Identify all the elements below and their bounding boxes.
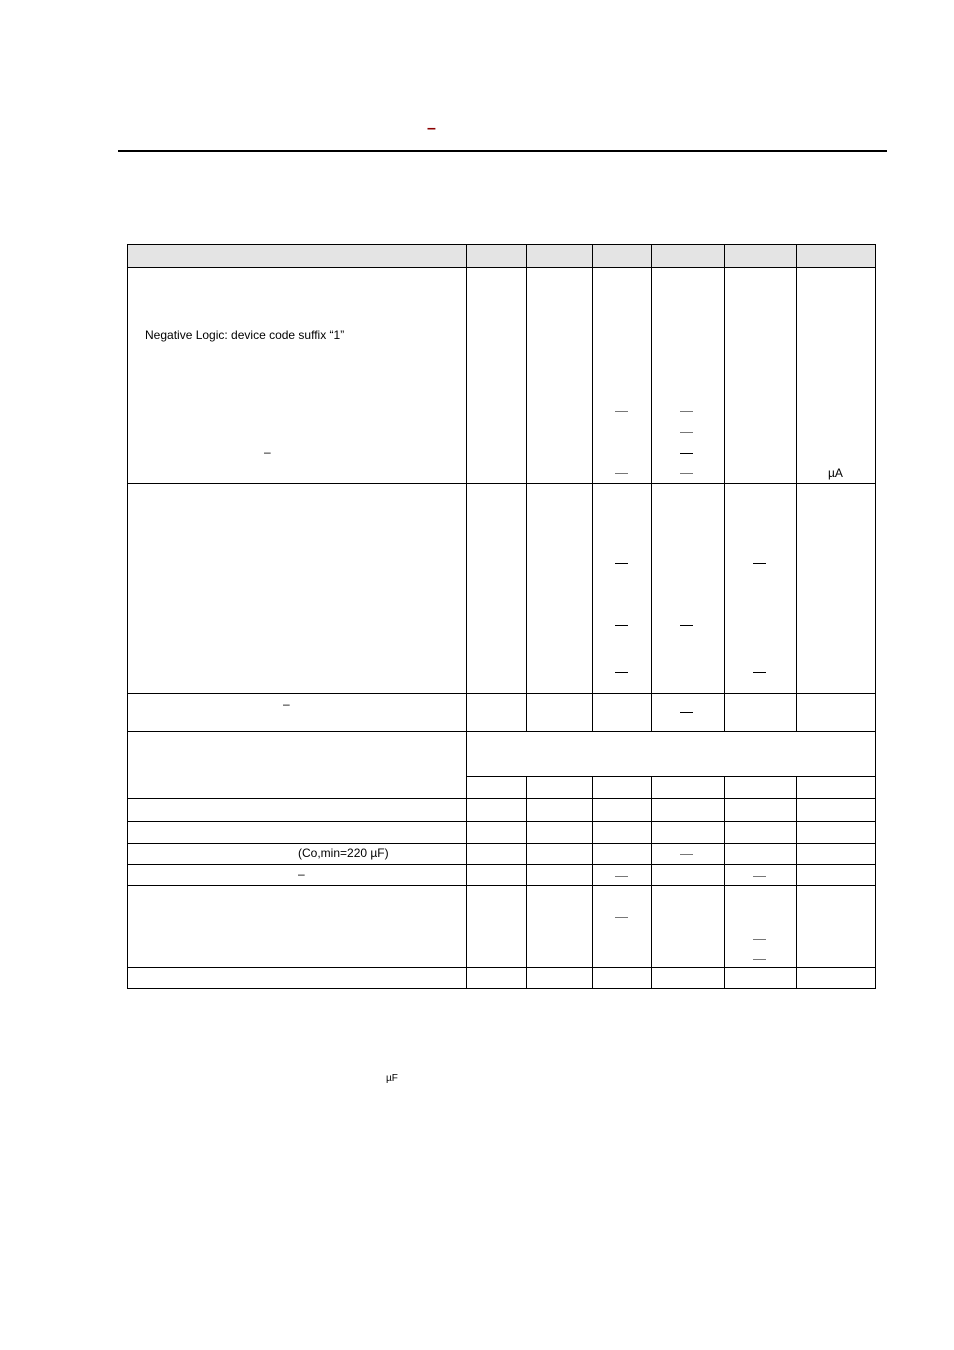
dash-mark xyxy=(753,563,766,564)
dash-mark xyxy=(680,854,693,855)
column-rule xyxy=(724,244,725,732)
dash-mark xyxy=(680,712,693,713)
dash-mark xyxy=(753,876,766,877)
table-rule xyxy=(127,864,876,865)
footer-unit: µF xyxy=(386,1073,398,1084)
dash-mark xyxy=(680,411,693,412)
column-rule xyxy=(651,776,652,989)
column-rule xyxy=(592,244,593,732)
table-rule xyxy=(127,967,876,968)
logic-note: Negative Logic: device code suffix “1” xyxy=(145,328,345,342)
dash-mark xyxy=(615,473,628,474)
dash-mark xyxy=(680,432,693,433)
table-rule xyxy=(466,776,876,777)
dash-mark xyxy=(680,625,693,626)
table-rule xyxy=(127,731,876,732)
table-rule xyxy=(127,821,876,822)
column-rule xyxy=(526,776,527,989)
column-rule xyxy=(526,244,527,732)
column-rule xyxy=(651,244,652,732)
unit-label: µA xyxy=(828,466,843,480)
dash-mark xyxy=(680,453,693,454)
condition-label: (Co,min=220 µF) xyxy=(298,846,389,860)
dash-mark xyxy=(753,672,766,673)
table-rule xyxy=(127,267,876,268)
dash-mark xyxy=(753,939,766,940)
dash-mark xyxy=(680,473,693,474)
minus-sign: – xyxy=(283,697,290,711)
header-mark: – xyxy=(427,120,436,137)
column-rule xyxy=(592,776,593,989)
column-rule xyxy=(796,244,797,732)
dash-mark xyxy=(615,672,628,673)
table-rule xyxy=(127,483,876,484)
table-rule xyxy=(127,693,876,694)
dash-mark xyxy=(615,563,628,564)
spec-table xyxy=(127,244,876,989)
table-rule xyxy=(127,885,876,886)
column-rule xyxy=(466,244,467,989)
dash-mark xyxy=(615,876,628,877)
dash-mark xyxy=(615,625,628,626)
dash-mark xyxy=(753,959,766,960)
minus-sign: – xyxy=(298,867,305,881)
table-rule xyxy=(127,798,876,799)
table-rule xyxy=(127,843,876,844)
column-rule xyxy=(796,776,797,989)
column-rule xyxy=(724,776,725,989)
dash-mark xyxy=(615,917,628,918)
header-rule xyxy=(118,150,887,152)
dash-mark xyxy=(615,411,628,412)
minus-sign: – xyxy=(264,445,271,459)
